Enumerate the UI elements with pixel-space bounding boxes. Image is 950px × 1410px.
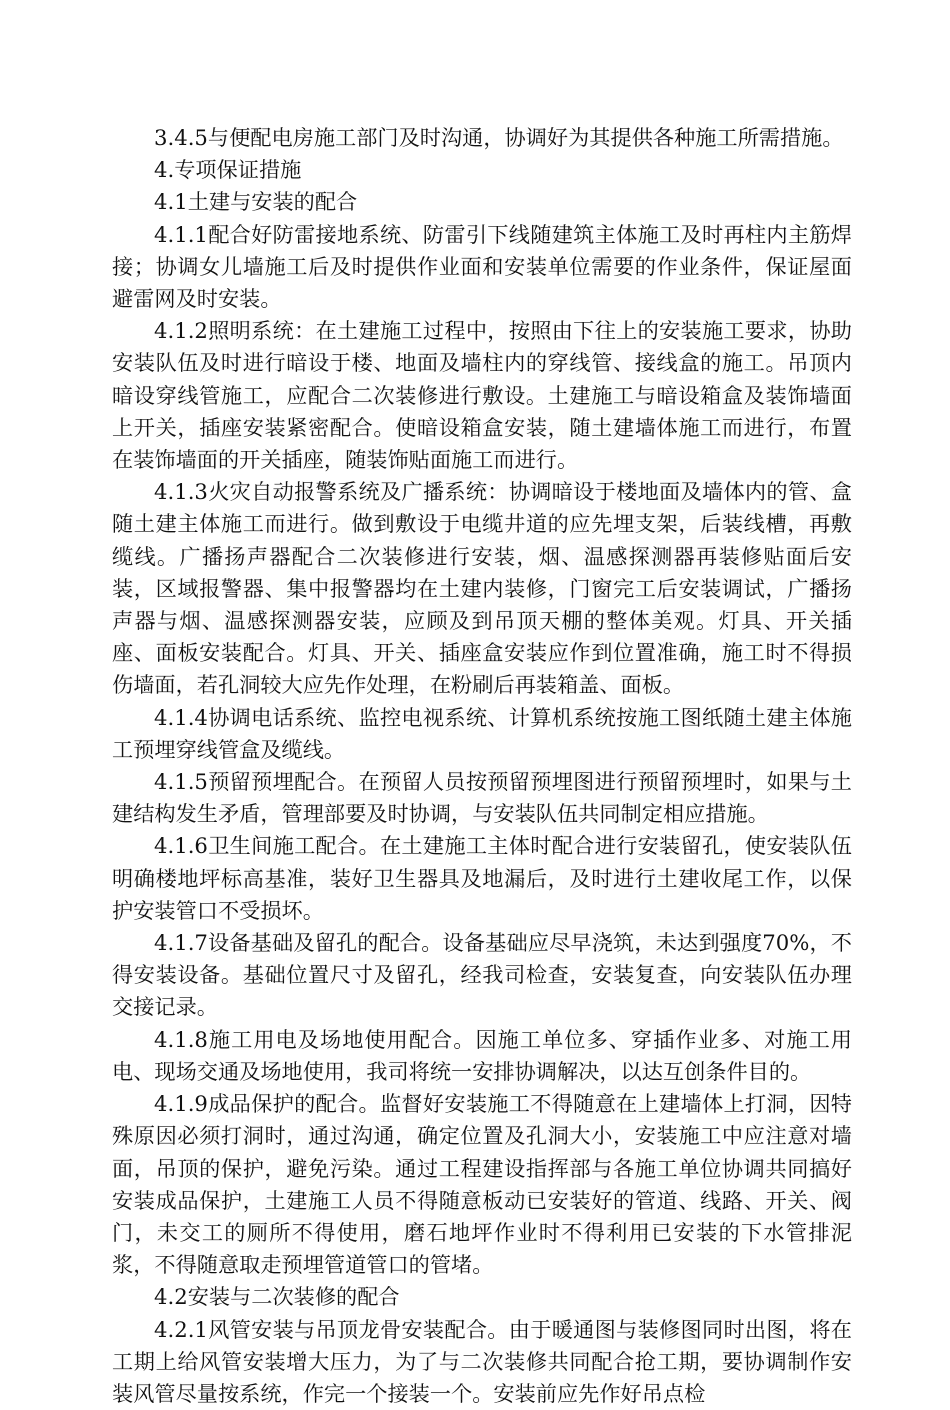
paragraph: 4.1.4协调电话系统、监控电视系统、计算机系统按施工图纸随土建主体施工预埋穿线管盒及缆线。 (112, 704, 852, 762)
paragraph: 4.1.7设备基础及留孔的配合。设备基础应尽早浇筑，未达到强度70%，不得安装设备。基础位置尺寸及留孔，经我司检查，安装复查，向安装队伍办理交接记录。 (112, 930, 852, 1020)
subsection-heading: 4.1土建与安装的配合 (154, 189, 358, 215)
paragraph: 3.4.5与便配电房施工部门及时沟通，协调好为其提供各种施工所需措施。 (154, 125, 844, 150)
paragraph: 4.1.5预留预埋配合。在预留人员按预留预埋图进行预留预埋时，如果与土建结构发生矛盾，管理部要及时协调，与安装队伍共同制定相应措施。 (112, 769, 852, 827)
paragraph: 4.2.1风管安装与吊顶龙骨安装配合。由于暖通图与装修图同时出图，将在工期上给风管安装增大压力，为了与二次装修共同配合抢工期，要协调制作安装风管尽量按系统，作完一个接装一个。安装前应先作好吊点检 (112, 1316, 852, 1406)
paragraph: 4.1.8施工用电及场地使用配合。因施工单位多、穿插作业多、对施工用电、现场交通及场地使用，我司将统一安排协调解决，以达互创条件目的。 (112, 1026, 852, 1084)
paragraph: 4.1.1配合好防雷接地系统、防雷引下线随建筑主体施工及时再柱内主筋焊接；协调女儿墙施工后及时提供作业面和安装单位需要的作业条件，保证屋面避雷网及时安装。 (112, 221, 852, 312)
subsection-heading: 4.2安装与二次装修的配合 (154, 1284, 400, 1310)
paragraph: 4.1.2照明系统：在土建施工过程中，按照由下往上的安装施工要求，协助安装队伍及时进行暗设于楼、地面及墙柱内的穿线管、接线盒的施工。吊顶内暗设穿线管施工，应配合二次装修进行敷设。土建施工与暗设箱盒及装饰墙面上开关，插座安装紧密配合。使暗设箱盒安装，随土建墙体施工而进行，布置在装饰墙面的开关插座，随装饰贴面施工而进行。 (112, 318, 852, 473)
section-heading: 4.专项保证措施 (154, 157, 302, 183)
paragraph: 4.1.3火灾自动报警系统及广播系统：协调暗设于楼地面及墙体内的管、盒随土建主体施工而进行。做到敷设于电缆井道的应先埋支架，后装线槽，再敷缆线。广播扬声器配合二次装修进行安装，烟、温感探测器再装修贴面后安装，区域报警器、集中报警器均在土建内装修，门窗完工后安装调试，广播扬声器与烟、温感探测器安装，应顾及到吊顶天棚的整体美观。灯具、开关插座、面板安装配合。灯具、开关、插座盒安装应作到位置准确，施工时不得损伤墙面，若孔洞较大应先作处理，在粉刷后再装箱盖、面板。 (112, 479, 852, 698)
document-body (112, 122, 852, 1410)
paragraph: 4.1.6卫生间施工配合。在土建施工主体时配合进行安装留孔，使安装队伍明确楼地坪标高基准，装好卫生器具及地漏后，及时进行土建收尾工作，以保护安装管口不受损坏。 (112, 833, 852, 923)
paragraph: 4.1.9成品保护的配合。监督好安装施工不得随意在上建墙体上打洞，因特殊原因必须打洞时，通过沟通，确定位置及孔洞大小，安装施工中应注意对墙面，吊顶的保护，避免污染。通过工程建设指挥部与各施工单位协调共同搞好安装成品保护，土建施工人员不得随意板动已安装好的管道、线路、开关、阀门，未交工的厕所不得使用，磨石地坪作业时不得利用已安装的下水管排泥浆，不得随意取走预埋管道管口的管堵。 (112, 1091, 852, 1278)
